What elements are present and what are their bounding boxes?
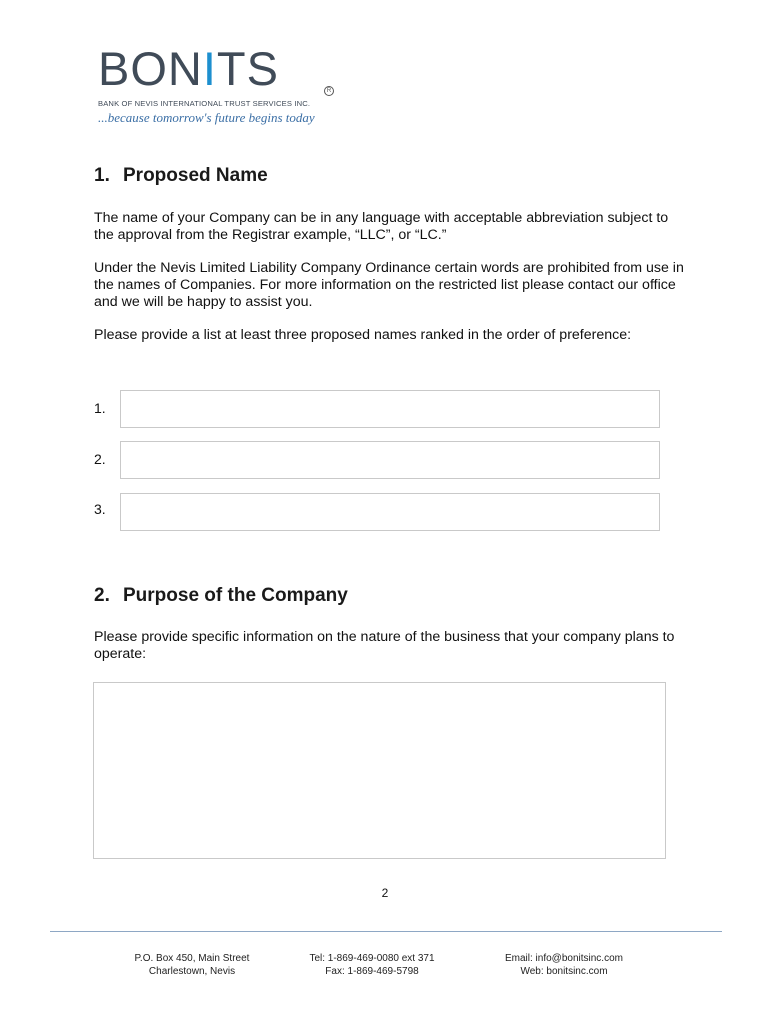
- proposed-name-input-3[interactable]: [120, 493, 660, 531]
- registered-mark-icon: R: [324, 86, 334, 96]
- section-heading-purpose: 2. Purpose of the Company: [94, 585, 348, 606]
- logo-wordmark: BONITS: [98, 42, 279, 95]
- footer-contact: Email: info@bonitsinc.com Web: bonitsinc.com: [505, 953, 623, 977]
- proposed-name-paragraph-3: Please provide a list at least three proposed names ranked in the order of preference:: [94, 327, 632, 343]
- proposed-name-paragraph-2: Under the Nevis Limited Liability Company Ordinance certain words are prohibited from use in the names of Companies. For more information on the restricted list please contact our office and we will be happy to assist you.: [94, 260, 684, 310]
- footer-phone: Tel: 1-869-469-0080 ext 371 Fax: 1-869-469-5798: [309, 953, 435, 977]
- name-field-2-label: 2.: [94, 451, 106, 467]
- proposed-name-input-2[interactable]: [120, 441, 660, 479]
- footer-divider: [50, 931, 722, 932]
- company-purpose-textarea[interactable]: [93, 682, 666, 859]
- footer-address: P.O. Box 450, Main Street Charlestown, Nevis: [134, 953, 250, 977]
- proposed-name-paragraph-1: The name of your Company can be in any language with acceptable abbreviation subject to the approval from the Registrar example, “LLC”, or “LC.”: [94, 210, 669, 243]
- section-heading-proposed-name: 1. Proposed Name: [94, 165, 268, 186]
- name-field-1-label: 1.: [94, 400, 106, 416]
- purpose-paragraph: Please provide specific information on the nature of the business that your company plans to operate:: [94, 629, 675, 662]
- logo-tagline: ...because tomorrow's future begins today: [98, 110, 315, 125]
- page-number: 2: [381, 886, 389, 900]
- proposed-name-input-1[interactable]: [120, 390, 660, 428]
- name-field-3-label: 3.: [94, 501, 106, 517]
- company-logo: [98, 44, 348, 126]
- logo-subtitle: BANK OF NEVIS INTERNATIONAL TRUST SERVICES INC.: [98, 99, 311, 108]
